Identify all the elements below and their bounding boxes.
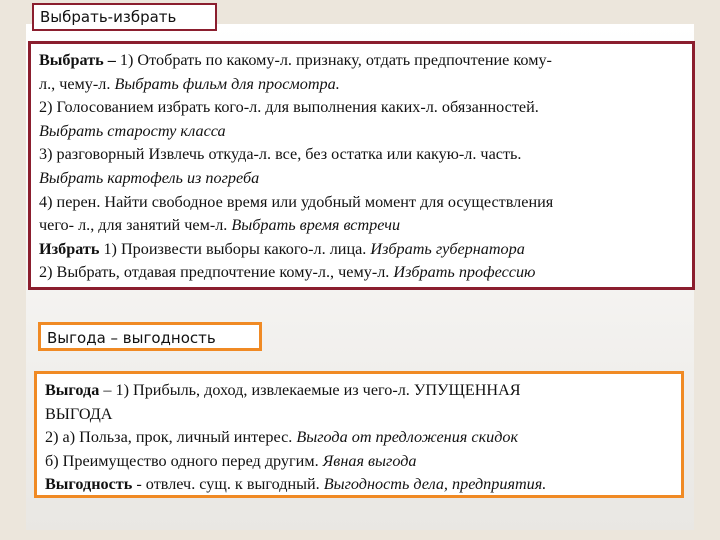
definition-line <box>39 261 684 285</box>
usage-example: Выбрать фильм для просмотра. <box>114 74 340 93</box>
definition-line <box>39 73 684 97</box>
definition-text: 1) Произвести выборы какого-л. лица. <box>99 239 371 258</box>
definition-line <box>45 403 673 427</box>
term: Выгодность <box>45 475 133 494</box>
section-heading-vybrat: Выбрать-избрать <box>32 3 217 31</box>
usage-example: Избрать профессию <box>393 263 536 282</box>
term: Выгода <box>45 381 100 399</box>
definition-text: 1) Отобрать по какому-л. признаку, отдать предпочтение кому- <box>115 51 552 69</box>
definition-line <box>45 426 673 450</box>
definition-line <box>39 96 684 120</box>
usage-example: Избрать губернатора <box>370 239 525 258</box>
definition-text: - отвлеч. сущ. к выгодный. <box>132 475 324 494</box>
definition-text: – 1) Прибыль, доход, извлекаемые из чего-л. УПУЩЕННАЯ <box>99 381 521 399</box>
definition-box-vygoda <box>34 371 684 498</box>
definition-text: 4) перен. Найти свободное время или удобный момент для осуществления <box>39 192 554 211</box>
usage-example: Явная выгода <box>322 451 417 470</box>
definition-text: 2) Выбрать, отдавая предпочтение кому-л., чему-л. <box>39 263 394 282</box>
definition-line <box>39 238 684 262</box>
section-heading-vygoda: Выгода – выгодность <box>38 322 262 351</box>
definition-line <box>39 49 684 73</box>
usage-example: Выгода от предложения скидок <box>296 428 519 447</box>
term: Выбрать – <box>39 51 116 69</box>
definition-line <box>39 167 684 191</box>
definition-text: чего- л., для занятий чем-л. <box>39 216 232 235</box>
usage-example: Выбрать старосту класса <box>39 121 226 140</box>
definition-text: 3) разговорный Извлечь откуда-л. все, без остатка или какую-л. часть. <box>39 145 522 164</box>
definition-line <box>45 473 673 497</box>
definition-text: ВЫГОДА <box>45 404 113 423</box>
definition-line <box>45 450 673 474</box>
definition-line <box>39 191 684 215</box>
definition-line <box>39 214 684 238</box>
usage-example: Выбрать картофель из погреба <box>39 168 260 187</box>
term: Избрать <box>39 239 100 258</box>
definition-line <box>39 120 684 144</box>
definition-text: 2) Голосованием избрать кого-л. для выполнения каких-л. обязанностей. <box>39 98 539 117</box>
definition-line <box>39 143 684 167</box>
definition-text: л., чему-л. <box>39 74 115 93</box>
definition-text: 2) а) Польза, прок, личный интерес. <box>45 428 297 447</box>
usage-example: Выгодность дела, предприятия. <box>323 475 547 494</box>
definition-text: б) Преимущество одного перед другим. <box>45 451 323 470</box>
definition-box-vybrat <box>28 41 695 290</box>
usage-example: Выбрать время встречи <box>231 216 401 235</box>
definition-line <box>45 379 673 403</box>
